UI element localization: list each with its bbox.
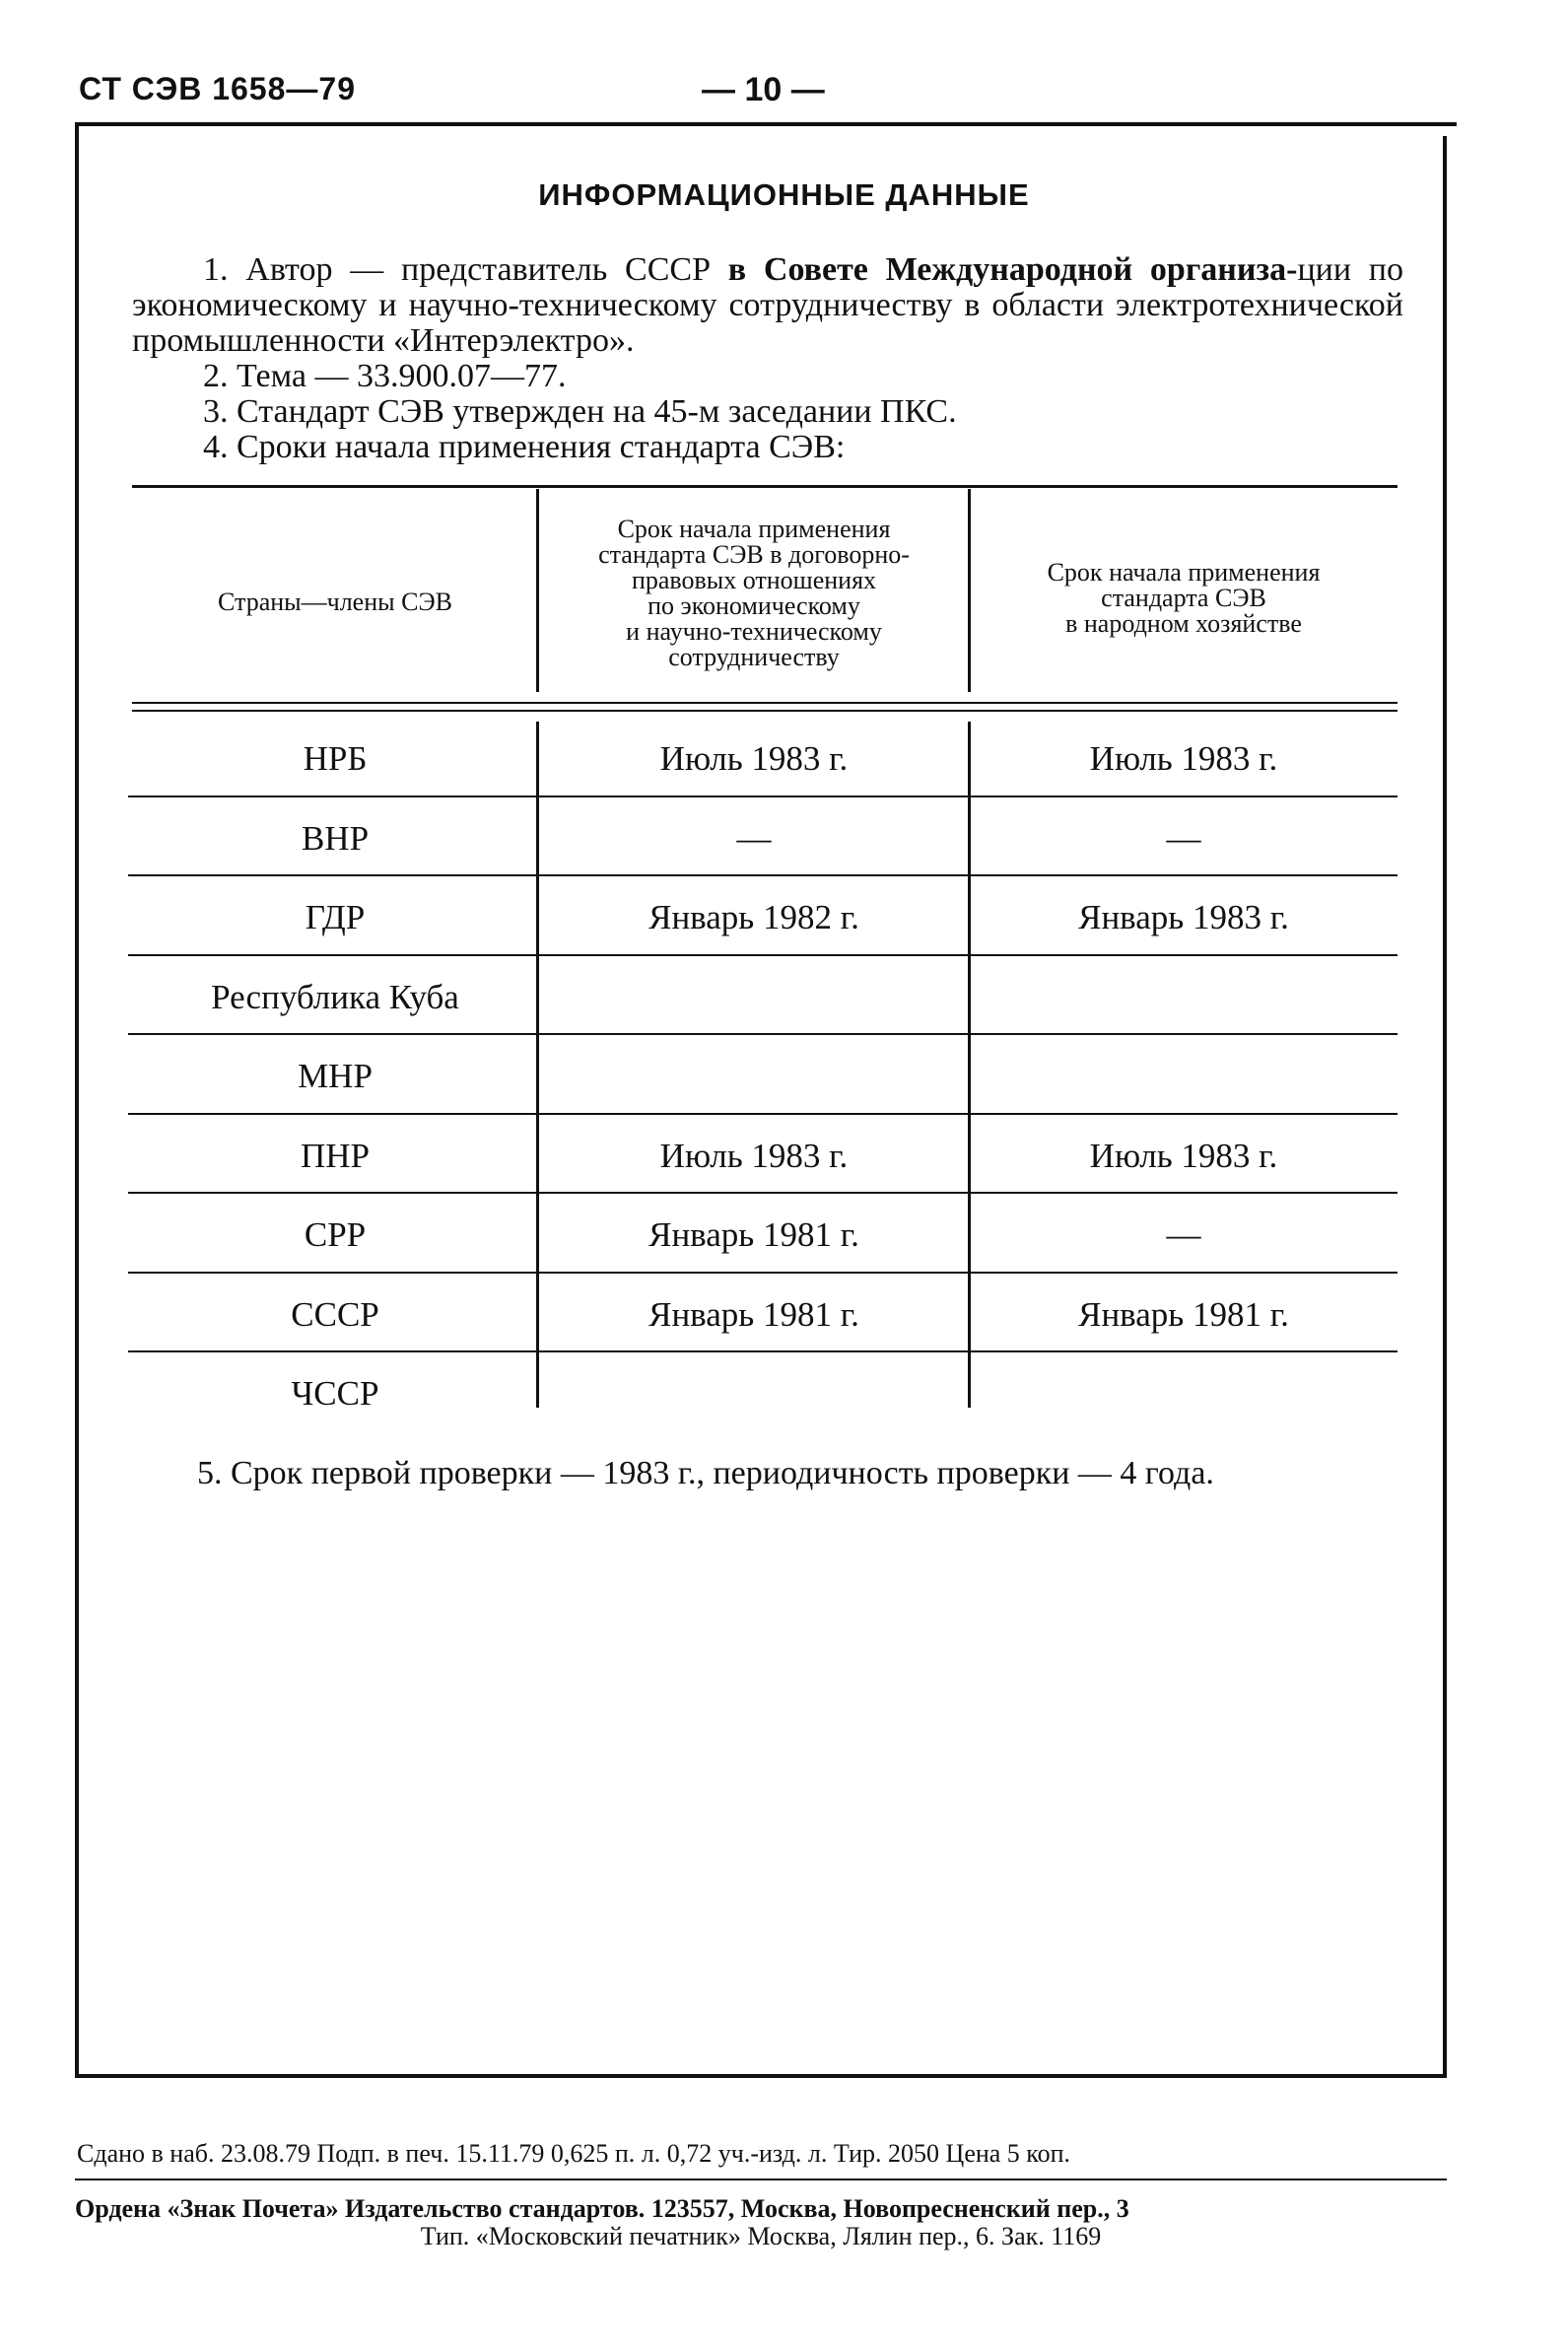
- header-contract-line: сотрудничеству: [668, 643, 840, 671]
- row-separator: [128, 796, 1398, 797]
- footer-publisher: Ордена «Знак Почета» Издательство стандартов. 123557, Москва, Новопресненский пер., 3: [75, 2194, 1129, 2223]
- cell-contract-date: Январь 1981 г.: [648, 1295, 859, 1334]
- header-countries: Страны—члены СЭВ: [218, 588, 452, 616]
- header-economy-line: в народном хозяйстве: [1065, 609, 1302, 638]
- cell-economy-date: —: [1166, 1215, 1201, 1254]
- cell-country: Республика Куба: [211, 978, 459, 1016]
- cell-country: ЧССР: [291, 1374, 379, 1413]
- document-code: СТ СЭВ 1658—79: [79, 71, 356, 106]
- cell-economy-date: —: [1166, 819, 1201, 858]
- row-separator: [128, 1033, 1398, 1035]
- cell-country: ВНР: [301, 819, 370, 858]
- header-economy-dates: [970, 560, 1398, 637]
- item-1-author: [132, 252, 1403, 359]
- cell-contract-date: Январь 1982 г.: [648, 898, 859, 936]
- frame-left-border: [75, 122, 79, 2078]
- cell-economy-date: [970, 1047, 1398, 1106]
- cell-economy-date: Июль 1983 г.: [1089, 1137, 1278, 1175]
- footer-rule: [75, 2179, 1447, 2180]
- cell-country: НРБ: [303, 739, 368, 778]
- page-number: — 10 —: [702, 71, 825, 108]
- section-title: ИНФОРМАЦИОННЫЕ ДАННЫЕ: [538, 177, 1030, 212]
- header-contract-line: по экономическому: [648, 591, 860, 620]
- item-2-topic: 2. Тема — 33.900.07—77.: [203, 358, 567, 394]
- row-separator: [128, 1350, 1398, 1352]
- header-contract-dates: [538, 517, 970, 670]
- header-rule-1: [132, 702, 1398, 704]
- cell-country: СРР: [304, 1215, 367, 1254]
- header-divider-2: [968, 489, 971, 692]
- frame-bottom-border: [75, 2074, 1447, 2078]
- item-3-approval: 3. Стандарт СЭВ утвержден на 45-м заседании ПКС.: [203, 393, 957, 430]
- table-top-rule: [132, 485, 1398, 488]
- header-rule-2: [132, 710, 1398, 712]
- header-divider-1: [536, 489, 539, 692]
- cell-contract-date: [538, 1047, 970, 1106]
- frame-right-border: [1443, 136, 1447, 2076]
- cell-economy-date: Январь 1983 г.: [1078, 898, 1289, 936]
- header-contract-line: Срок начала применения: [617, 515, 891, 543]
- header-economy-line: стандарта СЭВ: [1101, 584, 1266, 612]
- cell-economy-date: [970, 1364, 1398, 1423]
- footer-printer: Тип. «Московский печатник» Москва, Лялин пер., 6. Зак. 1169: [420, 2222, 1102, 2250]
- item-1-rest: ции по экономическому и научно-техническому сотрудничеству в области электротехнической промышленности «Интерэлектро».: [132, 251, 1403, 359]
- cell-contract-date: Январь 1981 г.: [648, 1215, 859, 1254]
- header-contract-line: стандарта СЭВ в договорно-: [598, 540, 910, 569]
- row-separator: [128, 1113, 1398, 1115]
- cell-country: МНР: [298, 1057, 373, 1095]
- header-economy-line: Срок начала применения: [1047, 558, 1321, 587]
- cell-economy-date: Июль 1983 г.: [1089, 739, 1278, 778]
- row-separator: [128, 1272, 1398, 1274]
- cell-contract-date: [538, 1364, 970, 1423]
- cell-economy-date: [970, 968, 1398, 1027]
- header-contract-line: правовых отношениях: [631, 566, 877, 594]
- cell-country: ГДР: [305, 898, 366, 936]
- footer-print-info: Сдано в наб. 23.08.79 Подп. в печ. 15.11.79 0,625 п. л. 0,72 уч.-изд. л. Тир. 2050 Цена 5 коп.: [77, 2139, 1071, 2168]
- cell-country: ПНР: [300, 1137, 371, 1175]
- item-4-dates: 4. Сроки начала применения стандарта СЭВ:: [203, 429, 846, 465]
- row-separator: [128, 874, 1398, 876]
- row-separator: [128, 954, 1398, 956]
- cell-contract-date: Июль 1983 г.: [659, 1137, 849, 1175]
- frame-top-border: [75, 122, 1457, 126]
- cell-country: СССР: [291, 1295, 379, 1334]
- item-1-bold: в Совете Международной организа-: [727, 251, 1298, 288]
- cell-economy-date: Январь 1981 г.: [1078, 1295, 1289, 1334]
- item-1-start: 1. Автор — представитель СССР: [203, 251, 711, 288]
- cell-contract-date: [538, 968, 970, 1027]
- header-contract-line: и научно-техническому: [626, 617, 882, 646]
- cell-contract-date: —: [736, 819, 772, 858]
- item-5-review: 5. Срок первой проверки — 1983 г., периодичность проверки — 4 года.: [197, 1455, 1214, 1491]
- row-separator: [128, 1192, 1398, 1194]
- cell-contract-date: Июль 1983 г.: [659, 739, 849, 778]
